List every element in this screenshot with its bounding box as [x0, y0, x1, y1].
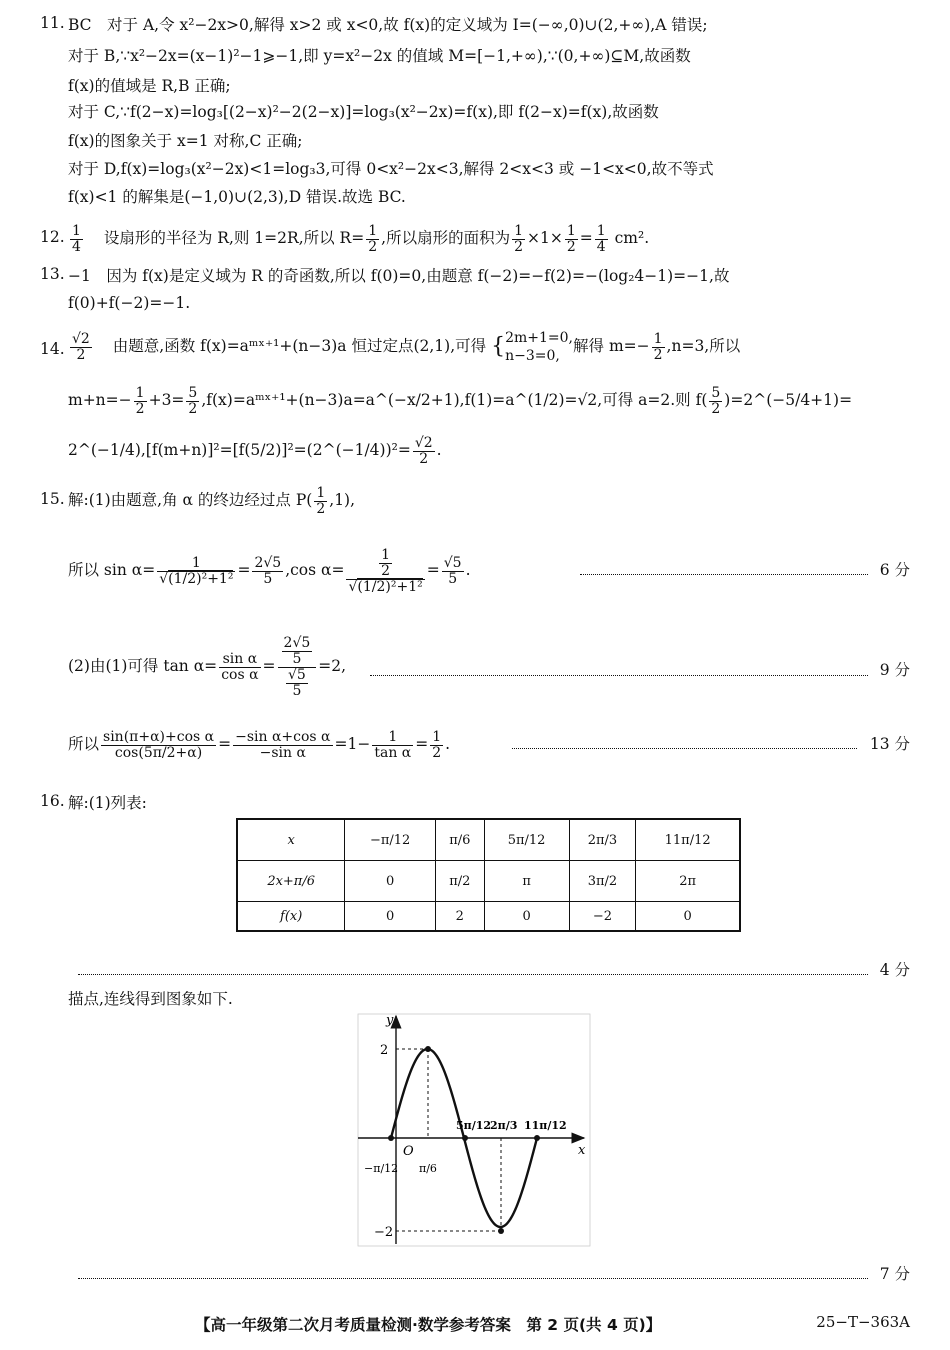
point-11pi12 [534, 1135, 540, 1141]
score-leader [580, 574, 868, 575]
x-tick-pi6: π/6 [419, 1162, 437, 1175]
q11-line-6: 对于 D,f(x)=log₃(x²−2x)<1=log₃3,可得 0<x²−2x<3,解得 2<x<3 或 −1<x<0,故不等式 [68, 160, 714, 178]
point-2pi3 [498, 1228, 504, 1234]
q12-line: $\frac{1}{4}$ 设扇形的半径为 R,则 1=2R,所以 R= $\frac{1}{2}$ ,所以扇形的面积为 $\frac{1}{2}$ ×1× $\frac{1}{2}$ = $\frac{1}{4}$ cm². [72, 222, 650, 255]
point-pi6 [425, 1046, 431, 1052]
score-leader [78, 974, 868, 975]
x-tick-11pi12: 11π/12 [524, 1119, 567, 1132]
x-tick-2pi3: 2π/3 [490, 1119, 518, 1132]
q11-line-5: f(x)的图象关于 x=1 对称,C 正确; [68, 132, 303, 150]
q14-number: 14. [40, 340, 65, 358]
origin-label: O [403, 1144, 414, 1159]
table-cell: 11π/12 [636, 819, 740, 861]
table-cell: π/6 [435, 819, 484, 861]
table-row-header: 2x+π/6 [237, 861, 345, 902]
q14-answer: $\frac{√2}{2}$ [72, 330, 90, 363]
q11-number: 11. [40, 14, 65, 32]
q16-intro: 解:(1)列表: [68, 794, 147, 812]
graph-description: 描点,连线得到图象如下. [68, 990, 233, 1008]
table-cell: 0 [484, 902, 569, 932]
q14-line-3: 2^(−1/4),[f(m+n)]²=[f(5/2)]²=(2^(−1/4))²= $\frac{√2}{2}$ . [68, 434, 442, 467]
q13-number: 13. [40, 265, 65, 283]
table-cell: 2π/3 [569, 819, 636, 861]
q15-part3: 所以 $\frac{\text{sin(π+α)+cos α}}{\cos(5\pi/2+\alpha)}$ = $\frac{\text{−sin α+cos α}}{\text{−sin α}}$ =1− $\frac{1}{\text{tan α}}$ = $\frac{1}{2}$ . [68, 728, 451, 761]
table-row [237, 819, 740, 861]
x-tick-5pi12: 5π/12 [456, 1119, 492, 1132]
q14-line-2: m+n=− $\frac{1}{2}$ +3= $\frac{5}{2}$ ,f(x)=aᵐˣ⁺¹+(n−3)a=a^(−x/2+1),f(1)=a^(1/2)=√2,可得 a=2.则 f( $\frac{5}{2}$ )=2^(−5/4+1)= [68, 384, 853, 417]
table-cell: π [484, 861, 569, 902]
table-cell: 0 [345, 902, 436, 932]
q11-line-4: 对于 C,∵f(2−x)=log₃[(2−x)²−2(2−x)]=log₃(x²−2x)=f(x),即 f(2−x)=f(x),故函数 [68, 103, 659, 121]
q16-number: 16. [40, 792, 65, 810]
q15-intro: 解:(1)由题意,角 α 的终边经过点 P( $\frac{1}{2}$ ,1), [68, 484, 356, 517]
q13-line-2: f(0)+f(−2)=−1. [68, 294, 191, 312]
point-5pi12 [462, 1135, 468, 1141]
table-cell: 2π [636, 861, 740, 902]
q12-answer: $\frac{1}{4}$ [72, 222, 81, 255]
table-cell: 0 [636, 902, 740, 932]
table-cell: π/2 [435, 861, 484, 902]
value-table [236, 818, 741, 932]
q11-line-3: f(x)的值域是 R,B 正确; [68, 77, 231, 95]
q14-line-1: $\frac{√2}{2}$ 由题意,函数 f(x)=aᵐˣ⁺¹+(n−3)a 恒过定点(2,1),可得 { 2m+1=0, n−3=0, 解得 m=− $\frac{1}{2}$ ,n=3,所以 [72, 330, 741, 364]
q15-part1: 所以 sin α= $\frac{1}{\text{√(1/2)²+1²}}$ = $\frac{2√5}{5}$ ,cos α= $\frac{\frac{1}{2}}{\text{√(1/2)²+1²}}$ = $\frac{√5}{5}$ . [68, 546, 471, 595]
score-leader [370, 675, 868, 676]
q12-number: 12. [40, 228, 65, 246]
x-tick-neg-pi12: −π/12 [364, 1162, 399, 1175]
q11-line-7: f(x)<1 的解集是(−1,0)∪(2,3),D 错误.故选 BC. [68, 188, 406, 206]
table-cell: 5π/12 [484, 819, 569, 861]
x-label: x [578, 1143, 586, 1158]
q13-line-1: −1 因为 f(x)是定义域为 R 的奇函数,所以 f(0)=0,由题意 f(−2)=−f(2)=−(log₂4−1)=−1,故 [68, 267, 730, 285]
table-cell: 3π/2 [569, 861, 636, 902]
page-footer: 【高一年级第二次月考质量检测·数学参考答案 第 2 页(共 4 页)】 [195, 1316, 662, 1334]
table-row [237, 902, 740, 932]
score-4: 4 分 [879, 961, 910, 979]
table-row-header: f(x) [237, 902, 345, 932]
score-leader [512, 748, 857, 749]
point-neg-pi12 [388, 1135, 394, 1141]
table-cell: 0 [345, 861, 436, 902]
y-tick-neg2: −2 [374, 1225, 394, 1240]
table-row-header: x [237, 819, 345, 861]
sine-graph [356, 1012, 592, 1248]
q11-line-2: 对于 B,∵x²−2x=(x−1)²−1⩾−1,即 y=x²−2x 的值域 M=[−1,+∞),∵(0,+∞)⊆M,故函数 [68, 47, 691, 65]
q15-number: 15. [40, 490, 65, 508]
table-cell: 2 [435, 902, 484, 932]
q15-part2: (2)由(1)可得 tan α= $\frac{\text{sin α}}{\text{cos α}}$ = $\frac{\frac{2√5}{5}}{\frac{√5}{5}}$ =2, [68, 634, 347, 699]
score-7: 7 分 [879, 1265, 910, 1283]
y-tick-2: 2 [380, 1043, 389, 1058]
table-cell: −π/12 [345, 819, 436, 861]
q11-line-1: BC 对于 A,令 x²−2x>0,解得 x>2 或 x<0,故 f(x)的定义域为 I=(−∞,0)∪(2,+∞),A 错误; [68, 16, 708, 34]
y-label: y [386, 1013, 394, 1028]
score-6: 6 分 [879, 561, 910, 579]
score-leader [78, 1278, 868, 1279]
table-cell: −2 [569, 902, 636, 932]
score-9: 9 分 [879, 661, 910, 679]
table-row [237, 861, 740, 902]
score-13: 13 分 [869, 735, 910, 753]
document-code: 25−T−363A [816, 1313, 910, 1331]
